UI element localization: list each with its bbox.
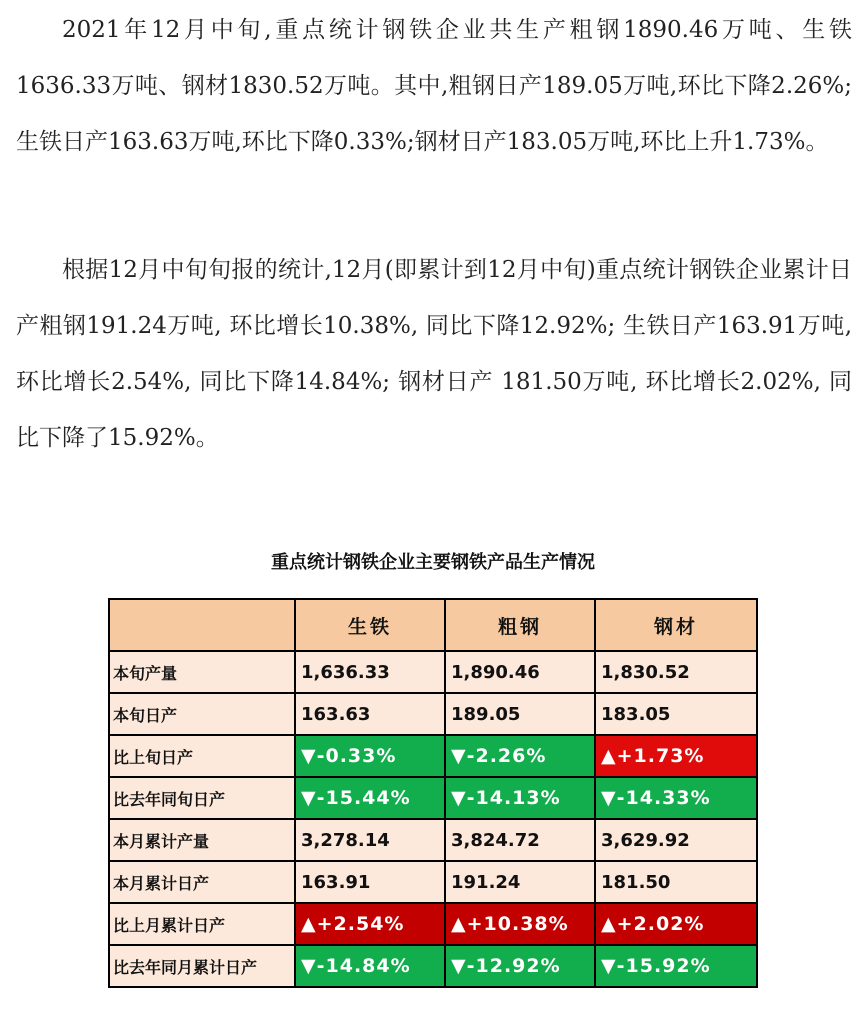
paragraph-december-cumulative: 根据12月中旬旬报的统计,12月(即累计到12月中旬)重点统计钢铁企业累计日产粗钢191.24万吨, 环比增长10.38%, 同比下降12.92%; 生铁日产163.91万吨, 环比增长2.54%, 同比下降14.84%; 钢材日产 181.50万吨, 环比增长2.02%, 同比下降了15.92%。 — [16, 257, 852, 451]
table-cell: ▲+2.02% — [595, 903, 757, 945]
header-blank — [109, 599, 295, 651]
table-cell: ▼-2.26% — [445, 735, 595, 777]
table-cell: 163.91 — [295, 861, 445, 903]
row-label: 本旬产量 — [109, 651, 295, 693]
paragraph-mid-december-output: 2021年12月中旬,重点统计钢铁企业共生产粗钢1890.46万吨、生铁1636.33万吨、钢材1830.52万吨。其中,粗钢日产189.05万吨,环比下降2.26%;生铁日产163.63万吨,环比下降0.33%;钢材日产183.05万吨,环比上升1.73%。 — [16, 17, 852, 155]
table-row — [109, 651, 757, 693]
header-pig-iron: 生铁 — [295, 599, 445, 651]
table-cell: 163.63 — [295, 693, 445, 735]
table-cell: ▼-15.44% — [295, 777, 445, 819]
header-crude-steel: 粗钢 — [445, 599, 595, 651]
table-cell: 3,278.14 — [295, 819, 445, 861]
table-cell: ▲+10.38% — [445, 903, 595, 945]
table-header-row — [109, 599, 757, 651]
table-body — [109, 651, 757, 987]
row-label: 比去年同月累计日产 — [109, 945, 295, 987]
table-cell: 1,890.46 — [445, 651, 595, 693]
row-label: 本月累计产量 — [109, 819, 295, 861]
table-cell: ▼-0.33% — [295, 735, 445, 777]
table-row — [109, 903, 757, 945]
row-label: 本月累计日产 — [109, 861, 295, 903]
table-cell: ▼-15.92% — [595, 945, 757, 987]
table-cell: ▼-12.92% — [445, 945, 595, 987]
row-label: 比去年同旬日产 — [109, 777, 295, 819]
row-label: 比上月累计日产 — [109, 903, 295, 945]
table-cell: 3,629.92 — [595, 819, 757, 861]
table-cell: ▼-14.13% — [445, 777, 595, 819]
row-label: 比上旬日产 — [109, 735, 295, 777]
steel-production-table — [108, 598, 758, 988]
table-cell: 181.50 — [595, 861, 757, 903]
table-row — [109, 777, 757, 819]
table-row — [109, 861, 757, 903]
table-row — [109, 945, 757, 987]
table-cell: 1,636.33 — [295, 651, 445, 693]
table-cell: ▼-14.84% — [295, 945, 445, 987]
table-cell: 1,830.52 — [595, 651, 757, 693]
table-row — [109, 735, 757, 777]
header-steel-products: 钢材 — [595, 599, 757, 651]
table-cell: 183.05 — [595, 693, 757, 735]
table-cell: 3,824.72 — [445, 819, 595, 861]
table-cell: ▲+1.73% — [595, 735, 757, 777]
row-label: 本旬日产 — [109, 693, 295, 735]
table-title: 重点统计钢铁企业主要钢铁产品生产情况 — [271, 552, 595, 573]
table-row — [109, 819, 757, 861]
table-cell: 191.24 — [445, 861, 595, 903]
table-cell: 189.05 — [445, 693, 595, 735]
table-cell: ▲+2.54% — [295, 903, 445, 945]
table-row — [109, 693, 757, 735]
table-cell: ▼-14.33% — [595, 777, 757, 819]
